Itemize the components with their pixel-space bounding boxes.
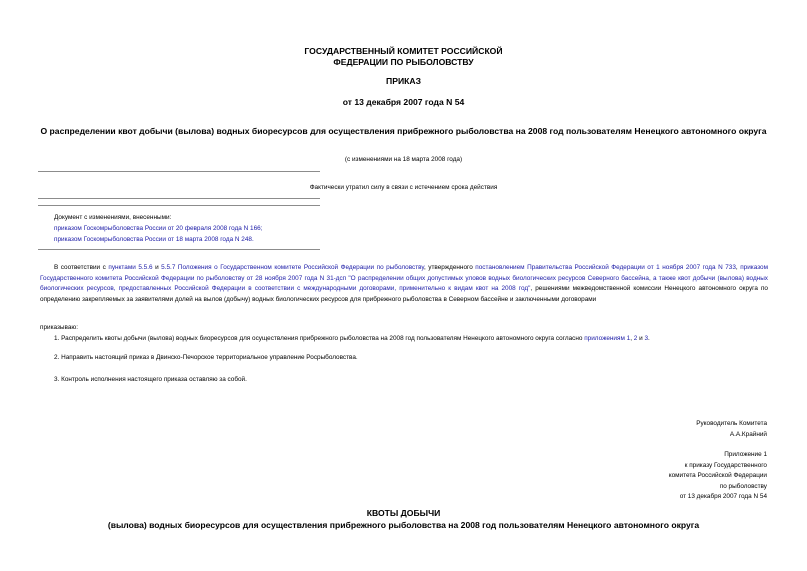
item-text: 1. Распределить квоты добычи (вылова) водных биоресурсов для осуществления прибрежного рыболовства на 2008 год пользователям Ненецкого автономного округа согласно xyxy=(54,335,585,342)
order-item-1 xyxy=(54,335,650,342)
amendments-block xyxy=(54,212,262,245)
document-date-number: от 13 декабря 2007 года N 54 xyxy=(342,97,465,107)
divider xyxy=(38,198,320,199)
order-item-2: 2. Направить настоящий приказ в Двинско-Печорское территориальное управление Росрыболовства. xyxy=(54,354,358,361)
appendix-ref-line: комитета Российской Федерации xyxy=(668,472,767,480)
signature-block xyxy=(696,418,767,440)
preamble-text: , решениями межведомственной комиссии Ненецкого автономного округа по определению закрепляемых за заявителями долей на вылов (добычу) водных биологических ресурсов для прибрежного рыболовства в Северном бассейне и заключенными договорами xyxy=(40,285,768,303)
divider xyxy=(38,171,320,172)
order-word: приказываю: xyxy=(40,324,78,331)
appendix-subtitle: (вылова) водных биоресурсов для осуществления прибрежного рыболовства на 2008 год пользователям Ненецкого автономного округа xyxy=(107,520,700,530)
appendix-1-link[interactable]: приложениям 1 xyxy=(584,335,631,342)
document-title: О распределении квот добычи (вылова) водных биоресурсов для осуществления прибрежного рыболовства на 2008 год пользователям Ненецкого автономного округа xyxy=(40,126,767,136)
appendix-ref-line: от 13 декабря 2007 года N 54 xyxy=(679,493,767,501)
divider xyxy=(38,249,320,250)
government-decree-link[interactable]: постановлением Правительства Российской Федерации от 1 ноября 2007 года N 733 xyxy=(475,264,736,271)
item-text: и xyxy=(637,335,645,342)
appendix-2-link[interactable]: 2 xyxy=(633,335,638,342)
item-text: . xyxy=(648,335,650,342)
appendix-title: КВОТЫ ДОБЫЧИ xyxy=(366,508,441,518)
signer-name: А.А.Крайний xyxy=(729,431,767,438)
status-note: Фактически утратил силу в связи с истечением срока действия xyxy=(309,184,498,191)
preamble-paragraph xyxy=(40,263,768,305)
appendix-ref-line: к приказу Государственного xyxy=(684,462,767,469)
appendix-label: Приложение 1 xyxy=(724,451,767,458)
preamble-text: , xyxy=(735,264,741,271)
amendments-intro: Документ с изменениями, внесенными: xyxy=(54,214,172,221)
committee-order-link[interactable]: приказом Государственного комитета Российской Федерации по рыболовству от 28 ноября 2007 года N 31-дсп "О распределении общих допустимых уловов водных биологических ресурсов Северного бассейна, а также квот добычи (вылова) водных биологических ресурсов, предоставленных Российской Федерации в соответствии с международными договорами, применительно к видам квот на 2008 год" xyxy=(40,264,768,293)
issuer-line-2: ФЕДЕРАЦИИ ПО РЫБОЛОВСТВУ xyxy=(333,57,474,67)
item-text: , xyxy=(630,335,634,342)
issuer-line-1: ГОСУДАРСТВЕННЫЙ КОМИТЕТ РОССИЙСКОЙ xyxy=(304,46,503,56)
signer-position: Руководитель Комитета xyxy=(696,420,767,427)
order-item-3: 3. Контроль исполнения настоящего приказа оставляю за собой. xyxy=(54,376,247,383)
preamble-text: и xyxy=(152,264,162,271)
divider xyxy=(38,205,320,206)
document-type: ПРИКАЗ xyxy=(386,76,421,86)
appendix-reference xyxy=(669,461,767,503)
appendix-ref-line: по рыболовству xyxy=(719,482,767,490)
amendment-link-1[interactable]: приказом Госкомрыболовства России от 20 февраля 2008 года N 166; xyxy=(54,225,263,232)
issuer-heading xyxy=(0,46,807,68)
preamble-text: , утвержденного xyxy=(423,264,476,271)
clause-5-5-6-link[interactable]: пунктами 5.5.6 xyxy=(108,264,153,271)
amendment-link-2[interactable]: приказом Госкомрыболовства России от 18 марта 2008 года N 248. xyxy=(54,236,254,243)
preamble-text: В соответствии с xyxy=(54,264,109,271)
amended-note: (с изменениями на 18 марта 2008 года) xyxy=(344,156,463,163)
appendix-3-link[interactable]: 3 xyxy=(644,335,648,342)
regulation-link[interactable]: 5.5.7 Положения о Государственном комитете Российской Федерации по рыболовству xyxy=(161,264,424,271)
